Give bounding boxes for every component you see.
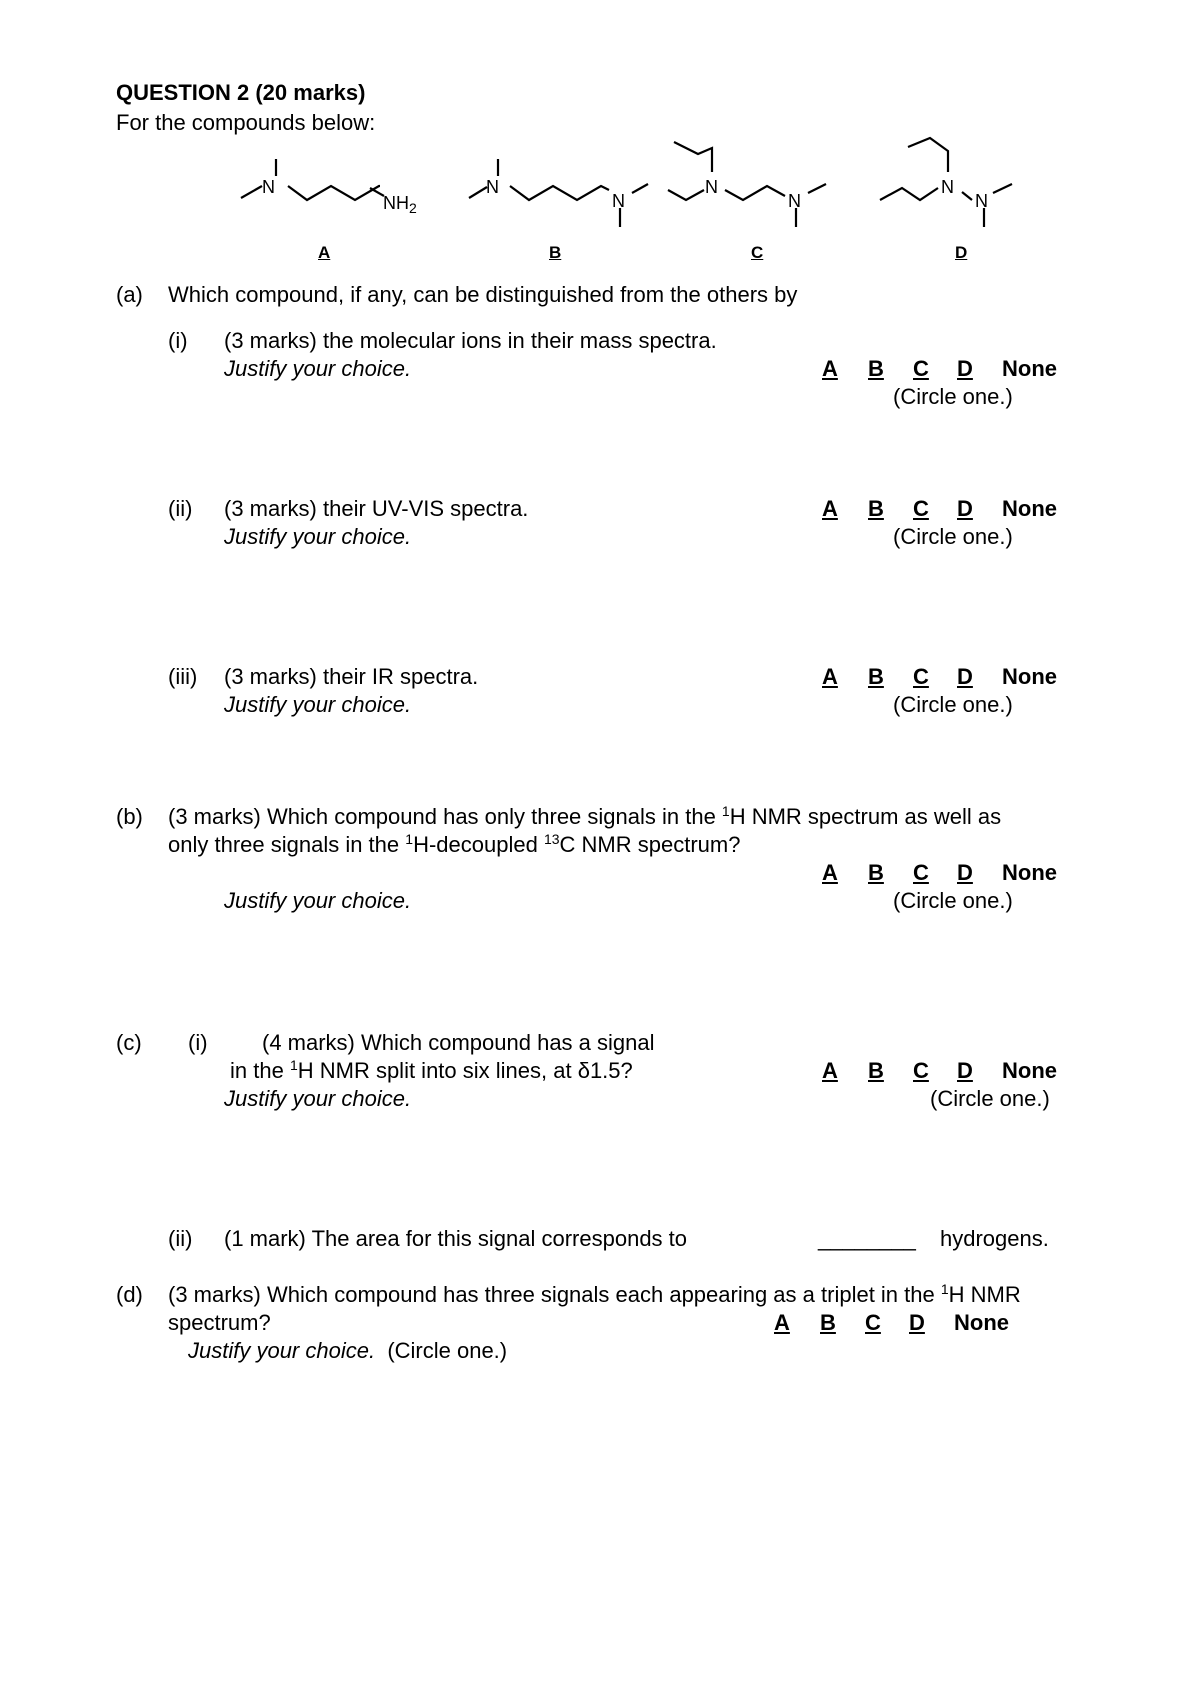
part-b-justify: Justify your choice. [224,888,412,913]
choice-none[interactable]: None [1002,1058,1057,1083]
choice-c[interactable]: C [865,1310,881,1335]
part-b-line1 [168,804,1001,830]
choice-none[interactable]: None [954,1310,1009,1335]
choice-b[interactable]: B [868,1058,884,1083]
part-a-iii-justify: Justify your choice. [224,692,412,717]
choice-c[interactable]: C [913,356,929,381]
choice-c[interactable]: C [913,860,929,885]
part-c-ii-label: (ii) [168,1226,193,1251]
atom-n-c1: N [705,177,718,197]
choice-a[interactable]: A [822,860,838,885]
circle-one-b: (Circle one.) [893,888,1013,913]
atom-nh2-a [383,190,417,216]
part-a-iii-text: (3 marks) their IR spectra. [224,664,479,689]
choice-b[interactable]: B [868,860,884,885]
part-b-line2-mid: H-decoupled [413,832,544,857]
choice-b[interactable]: B [868,664,884,689]
question-title: QUESTION 2 (20 marks) [116,80,366,105]
part-d-line1 [168,1282,1021,1308]
choice-c[interactable]: C [913,496,929,521]
atom-n-d1: N [941,177,954,197]
part-d-line1-sup: 1 [940,1281,949,1297]
choice-c[interactable]: C [913,664,929,689]
choice-none[interactable]: None [1002,860,1057,885]
compound-label-a: A [318,243,331,262]
structure-c [668,142,826,227]
part-a-ii-justify: Justify your choice. [224,524,412,549]
choice-d[interactable]: D [957,496,973,521]
part-a-text: Which compound, if any, can be distinguished from the others by [168,282,798,307]
choice-none[interactable]: None [1002,496,1057,521]
choice-none[interactable]: None [1002,356,1057,381]
choice-b[interactable]: B [820,1310,836,1335]
atom-n-b1: N [486,177,499,197]
part-d-justify-line [188,1338,507,1364]
part-b-line1-pre: (3 marks) Which compound has only three signals in the [168,804,722,829]
part-d-circle-one: (Circle one.) [387,1338,508,1363]
atom-n-b2: N [612,191,625,211]
part-b-label: (b) [116,804,143,829]
circle-one-a-ii: (Circle one.) [893,524,1013,549]
part-c-i-line2-sup: 1 [289,1057,298,1073]
part-b-line2-pre: only three signals in the [168,832,406,857]
atom-n-a: N [262,177,275,197]
choice-d[interactable]: D [957,860,973,885]
part-a-iii-label: (iii) [168,664,198,689]
part-c-ii-text: (1 mark) The area for this signal corresponds to [224,1226,688,1251]
choice-d[interactable]: D [957,1058,973,1083]
part-a-label: (a) [116,282,143,307]
part-c-i-justify: Justify your choice. [224,1086,412,1111]
part-b-line2-post: C NMR spectrum? [559,832,741,857]
part-d-line1-pre: (3 marks) Which compound has three signals each appearing as a triplet in the [168,1282,941,1307]
part-d-label: (d) [116,1282,143,1307]
choice-d[interactable]: D [957,356,973,381]
part-a-i-justify: Justify your choice. [224,356,412,381]
part-c-i-line1: (4 marks) Which compound has a signal [262,1030,655,1055]
question-intro: For the compounds below: [116,110,376,135]
part-a-ii-text: (3 marks) their UV-VIS spectra. [224,496,529,521]
part-c-i-line2-post: H NMR split into six lines, at δ1.5? [297,1058,633,1083]
part-b-line1-sup: 1 [721,803,730,819]
part-a-ii-label: (ii) [168,496,193,521]
circle-one-a-iii: (Circle one.) [893,692,1013,717]
compound-label-b: B [549,243,562,262]
part-b-line2-sup1: 1 [405,831,414,847]
part-c-label: (c) [116,1030,142,1055]
circle-one-a-i: (Circle one.) [893,384,1013,409]
choice-b[interactable]: B [868,496,884,521]
atom-nh: NH [383,193,409,213]
choice-a[interactable]: A [822,356,838,381]
part-a-i-text: (3 marks) the molecular ions in their mass spectra. [224,328,717,353]
part-d-line1-post: H NMR [948,1282,1021,1307]
part-d-line2: spectrum? [168,1310,271,1335]
choice-a[interactable]: A [822,664,838,689]
part-b-line1-post: H NMR spectrum as well as [729,804,1002,829]
circle-one-c: (Circle one.) [930,1086,1050,1111]
atom-n-d2: N [975,191,988,211]
choice-a[interactable]: A [822,1058,838,1083]
part-c-i-label: (i) [188,1030,208,1055]
part-b-line2-sup2: 13 [543,831,560,847]
choice-none[interactable]: None [1002,664,1057,689]
part-b-line2 [168,832,740,858]
atom-sub-2: 2 [409,200,417,216]
choice-c[interactable]: C [913,1058,929,1083]
part-c-ii-suffix: hydrogens. [940,1226,1049,1251]
choice-d[interactable]: D [957,664,973,689]
choice-a[interactable]: A [822,496,838,521]
part-a-i-label: (i) [168,328,188,353]
part-c-ii-blank[interactable]: ________ [818,1226,916,1251]
compound-label-c: C [751,243,764,262]
choice-d[interactable]: D [909,1310,925,1335]
atom-n-c2: N [788,191,801,211]
choice-b[interactable]: B [868,356,884,381]
part-c-i-line2 [230,1058,633,1084]
compound-label-d: D [955,243,968,262]
part-d-justify: Justify your choice. [188,1338,376,1363]
part-c-i-line2-pre: in the [230,1058,290,1083]
choice-a[interactable]: A [774,1310,790,1335]
